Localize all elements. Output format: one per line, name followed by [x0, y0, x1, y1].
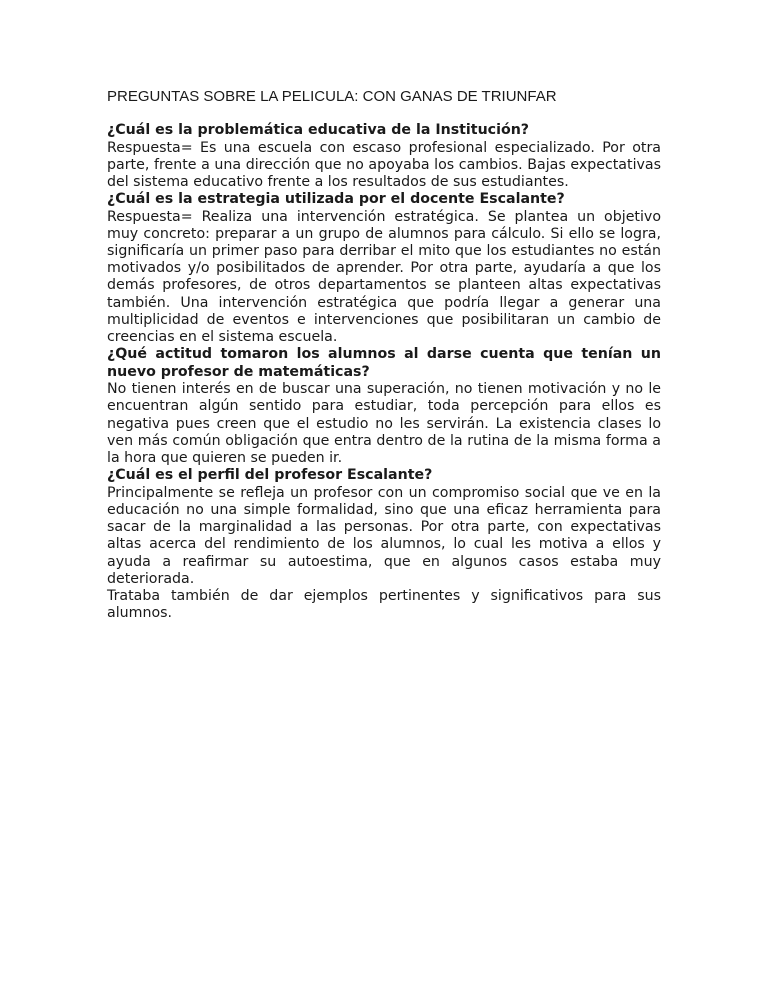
question-3: ¿Qué actitud tomaron los alumnos al darse cuenta que tenían un nuevo profesor de matemáticas?: [107, 346, 661, 380]
answer-4: Principalmente se refleja un profesor con un compromiso social que ve en la educación no una simple formalidad, sino que una eficaz herramienta para sacar de la marginalidad a las personas. Por otra parte, con expectativas altas acerca del rendimiento de los alumnos, lo cual les motiva a ellos y ayuda a reafirmar su autoestima, que en algunos casos estaba muy deteriorada.: [107, 484, 661, 587]
qa-section-2: [107, 191, 661, 346]
qa-section-3: [107, 346, 661, 467]
answer-3: No tienen interés en de buscar una superación, no tienen motivación y no le encuentran algún sentido para estudiar, toda percepción para ellos es negativa pues creen que el estudio no les servirán. La existencia clases lo ven más común obligación que entra dentro de la rutina de la misma forma a la hora que quieren se pueden ir.: [107, 381, 661, 467]
question-4: ¿Cuál es el perfil del profesor Escalante?: [107, 467, 433, 484]
question-2: ¿Cuál es la estrategia utilizada por el docente Escalante?: [107, 191, 565, 208]
question-1: ¿Cuál es la problemática educativa de la Institución?: [107, 122, 530, 138]
qa-section-1: [107, 122, 661, 191]
qa-section-4: [107, 467, 661, 622]
document-page: [107, 88, 661, 622]
answer-4-extra: Trataba también de dar ejemplos pertinentes y significativos para sus alumnos.: [107, 587, 661, 622]
document-title: PREGUNTAS SOBRE LA PELICULA: CON GANAS DE TRIUNFAR: [107, 88, 557, 105]
answer-1: Respuesta= Es una escuela con escaso profesional especializado. Por otra parte, frente a una dirección que no apoyaba los cambios. Bajas expectativas del sistema educativo frente a los resultados de sus estudiantes.: [107, 139, 661, 190]
answer-2: Respuesta= Realiza una intervención estratégica. Se plantea un objetivo muy concreto: preparar a un grupo de alumnos para cálculo. Si ello se logra, significaría un primer paso para derribar el mito que los estudiantes no están motivados y/o posibilitados de aprender. Por otra parte, ayudaría a que los demás profesores, de otros departamentos se planteen altas expectativas también. Una intervención estratégica que podría llegar a generar una multiplicidad de eventos e intervenciones que posibilitaran un cambio de creencias en el sistema escuela.: [107, 208, 661, 346]
